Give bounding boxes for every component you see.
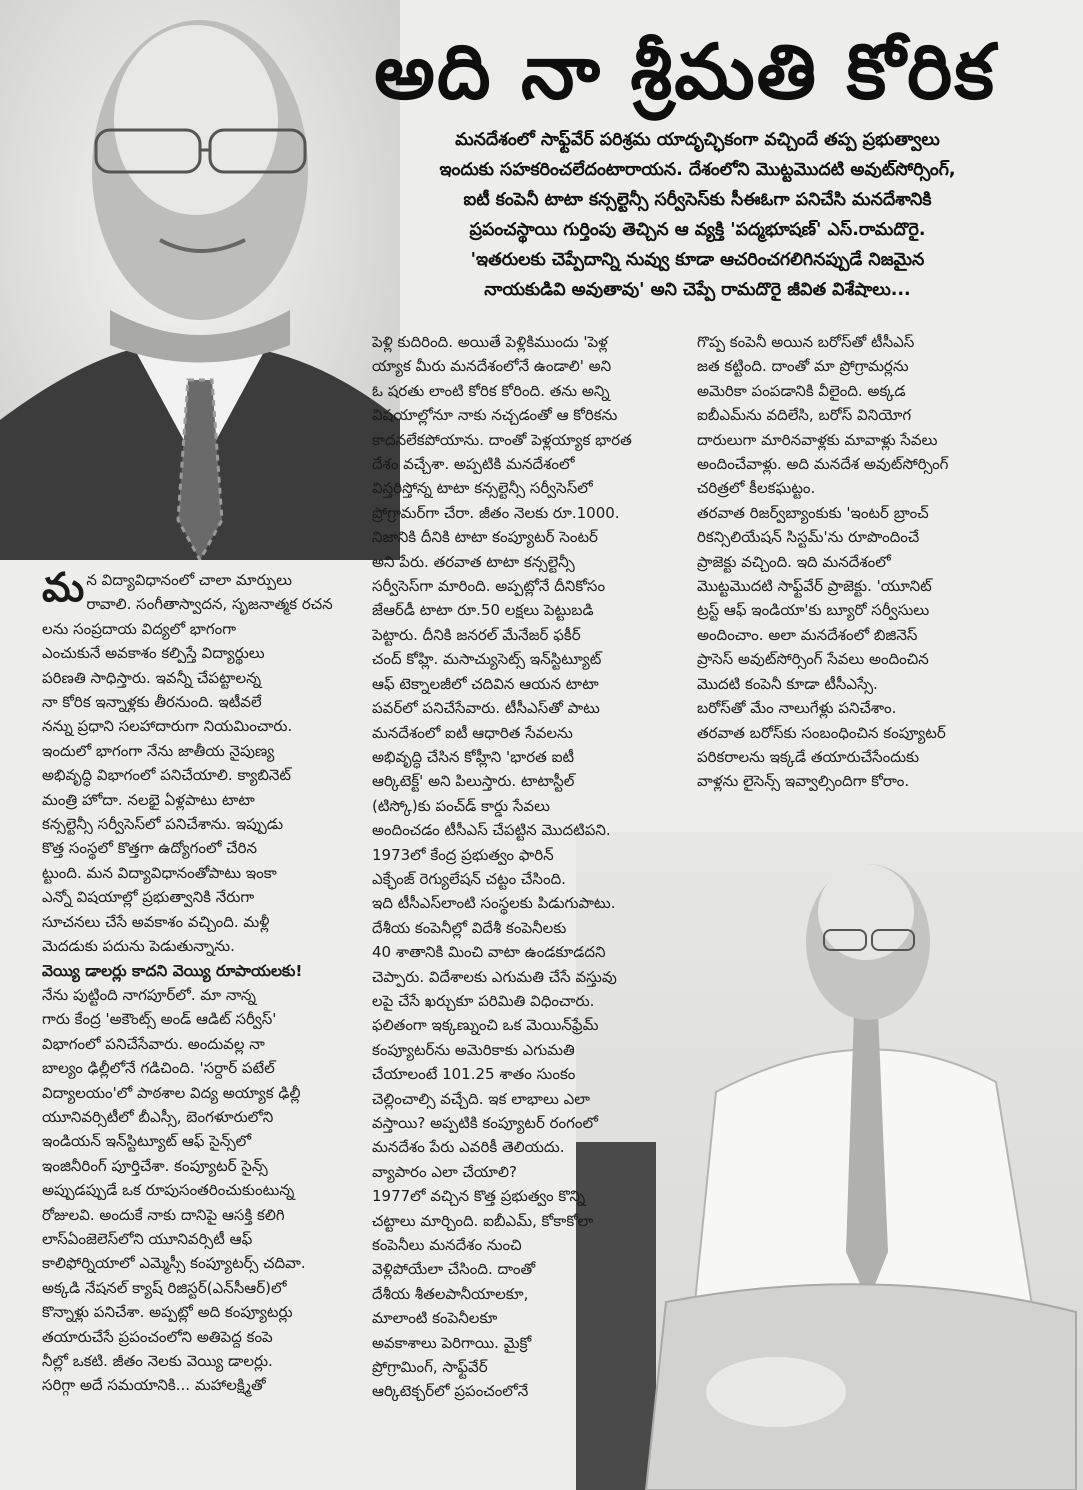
body-line: అందించడం టీసీఎస్ చేపట్టిన మొదటిపని.: [372, 821, 611, 840]
body-line: విస్తరిస్తోన్న టాటా కన్సల్టెన్సీ సర్వీసెస్‌లో: [372, 479, 593, 498]
body-line: అభివృద్ధి విభాగంలో పనిచేయాలి. క్యాబినెట్: [42, 766, 291, 785]
body-line: ఎన్నో విషయాల్లో ప్రభుత్వానికి నేరుగా: [42, 888, 255, 907]
body-line: మొట్టమొదటి సాఫ్ట్‌వేర్ ప్రాజెక్టు. 'యూనిట్: [697, 577, 932, 596]
body-line: విషయాల్లోనూ నాకు నచ్చడంతో ఆ కోరికను: [372, 406, 618, 425]
body-line: ఎంచుకునే అవకాశం కల్పిస్తే విద్యార్థులు: [42, 644, 265, 663]
body-line: రావాలి. సంగీతాస్వాదన, సృజనాత్మక రచన: [86, 595, 333, 614]
drop-cap: మ: [42, 568, 85, 611]
body-line: విద్యాలయం'లో పాఠశాల విద్య అయ్యాక ఢిల్లీ: [42, 1083, 301, 1102]
body-line: కన్సల్టెన్సీ సర్వీసెస్‌లో పనిచేశాను. ఇప్పుడు: [42, 815, 284, 834]
body-line: పవర్‌లో పనిచేసేవారు. టీసీఎస్‌తో పాటు: [372, 699, 600, 718]
body-line: సర్వీసెస్‌గా మారింది. అప్పట్లోనే దీనికోసం: [372, 577, 606, 596]
body-line: న విద్యావిధానంలో చాలా మార్పులు: [86, 571, 292, 589]
body-line: ఆర్కిటెక్చర్‌లో ప్రపంచంలోనే: [372, 1382, 529, 1401]
body-line: దేశీయ కంపెనీల్లో విదేశీ కంపెనీలకు: [372, 918, 567, 937]
body-line: ట్రస్ట్ ఆఫ్ ఇండియా'కు బ్యూరో సర్వీసులు: [697, 601, 930, 620]
body-line: రోజులవి. అందుకే నాకు దానిపై ఆసక్తి కలిగి: [42, 1205, 285, 1224]
body-line: విభాగంలో పనిచేసేవారు. అందువల్ల నా: [42, 1034, 265, 1053]
body-line: ఆఫ్ టెక్నాలజీలో చదివిన ఆయన టాటా: [372, 674, 599, 693]
body-line: ఆర్కిటెక్ట్' అని పిలుస్తారు. టాటాస్టీల్: [372, 772, 575, 791]
intro-line: 'ఇతరులకు చెప్పేదాన్ని నువ్వు కూడా ఆచరించగలిగినప్పుడే నిజమైన: [470, 250, 925, 270]
body-line: చరిత్రలో కీలకఘట్టం.: [697, 479, 816, 498]
body-line: అవకాశాలు పెరిగాయి. మైక్రో: [372, 1333, 532, 1352]
body-line: నన్ను ప్రధాని సలహాదారుగా నియమించారు.: [42, 717, 293, 736]
body-line: అని పేరు. తరవాత టాటా కన్సల్టెన్సీ: [372, 552, 575, 571]
body-line: వ్యాపారం ఎలా చేయాలి?: [372, 1162, 517, 1181]
intro-line: మనదేశంలో సాఫ్ట్‌వేర్ పరిశ్రమ యాదృచ్ఛికంగా వచ్చిందే తప్ప ప్రభుత్వాలు: [455, 130, 940, 150]
body-line: ఇండియన్ ఇన్‌స్టిట్యూట్ ఆఫ్ సైన్స్‌లో: [42, 1132, 252, 1151]
body-line: మెదడుకు పదును పెడుతున్నాను.: [42, 937, 235, 956]
body-line: కంపెనీలు మనదేశం నుంచి: [372, 1236, 522, 1255]
body-line: పెళ్లి కుదిరింది. అయితే పెళ్లికిముందు 'పెళ్ల: [372, 333, 608, 351]
body-line: పరిణతి సాధిస్తారు. ఇవన్నీ చేపట్టాలన్న: [42, 668, 262, 687]
body-line: చట్టాలు మార్చింది. ఐబీఎమ్, కోకాకోలా: [372, 1211, 594, 1230]
body-line: అక్కడి నేషనల్ క్యాష్ రిజిస్టర్(ఎన్‌సీఆర్)లో: [42, 1278, 287, 1297]
body-line: కాలిఫోర్నియాలో ఎమ్మెస్సీ కంప్యూటర్స్ చదివా.: [42, 1254, 306, 1273]
body-line: ఓ షరతు లాంటి కోరిక కోరింది. తను అన్ని: [372, 381, 610, 400]
body-line: నీల్లో ఒకటి. జీతం నెలకు వెయ్యి డాలర్లు.: [42, 1352, 273, 1370]
article-title: అది నా శ్రీమతి కోరిక: [374, 27, 996, 116]
body-line: సరిగ్గా అదే సమయానికి... మహాలక్ష్మితో: [42, 1376, 266, 1395]
body-line: కంప్యూటర్‌ను అమెరికాకు ఎగుమతి: [372, 1040, 575, 1059]
body-line: దేశీయ శీతలపానీయాలకూ,: [372, 1284, 529, 1303]
column-left-body-2: [42, 983, 372, 1398]
body-line: ప్రాజెక్టు వచ్చింది. ఇది మనదేశంలో: [697, 552, 891, 571]
body-line: ప్రాసెస్ అవుట్‌సోర్సింగ్ సేవలు అందించిన: [697, 650, 929, 669]
column-middle: [372, 330, 672, 1404]
body-line: లను సంప్రదాయ విద్యలో భాగంగా: [42, 619, 237, 638]
body-line: చంద్ కోహ్లి. మసాచ్యుసెట్స్ ఇన్‌స్టిట్యూట్: [372, 650, 602, 669]
body-line: నా కోరిక ఇన్నాళ్లకు తీరనుంది. ఇటీవలే: [42, 693, 262, 712]
body-line: ఇది టీసీఎస్‌లాంటి సంస్థలకు పిడుగుపాటు.: [372, 894, 616, 913]
body-line: గారు కేంద్ర 'అకౌంట్స్ అండ్ ఆడిట్ సర్వీస్': [42, 1010, 277, 1029]
body-line: సూచనలు చేసే అవకాశం వచ్చింది. మళ్లీ: [42, 912, 270, 931]
body-line: య్యాక మీరు మనదేశంలోనే ఉండాలి' అని: [372, 357, 612, 376]
body-line: తయారుచేసే ప్రపంచంలోని అతిపెద్ద కంపె: [42, 1327, 273, 1346]
body-line: మాలాంటి కంపెనీలకూ: [372, 1309, 498, 1328]
body-line: ట్టుంది. మన విద్యావిధానంతోపాటు ఇంకా: [42, 863, 277, 882]
intro-line: ప్రపంచస్థాయి గుర్తింపు తెచ్చిన ఆ వ్యక్తి 'పద్మభూషణ్' ఎస్.రామదొరై.: [469, 220, 926, 240]
body-line: ఐబీఎమ్‌ను వదిలేసి, బరోస్ వినియోగ: [697, 406, 912, 425]
intro-line: నాయకుడివి అవుతావు' అని చెప్పే రామదొరై జీవిత విశేషాలు...: [484, 280, 911, 300]
body-line: కాదనలేకపోయాను. దాంతో పెళ్లయ్యాక భారత: [372, 430, 632, 449]
body-line: యూనివర్సిటీలో బీఎస్సీ, బెంగళూరులోని: [42, 1107, 274, 1126]
body-line: 40 శాతానికి మించి వాటా ఉండకూడదని: [372, 943, 606, 962]
intro-line: ఇందుకు సహకరించలేదంటారాయన. దేశంలోని మొట్టమొదటి అవుట్‌సోర్సింగ్,: [439, 160, 956, 180]
column-right: [697, 330, 987, 794]
body-line: ఫలితంగా ఇక్కణ్నుంచి ఒక మెయిన్‌ఫ్రేమ్: [372, 1016, 599, 1035]
article-intro: [330, 125, 1065, 305]
body-line: బాల్యం ఢిల్లీలోనే గడిచింది. 'సర్దార్ పటేల్: [42, 1059, 275, 1078]
body-line: తరవాత బరోస్‌కు సంబంధించిన కంప్యూటర్: [697, 723, 946, 742]
body-line: కొన్నాళ్లు పనిచేశా. అప్పట్లో అది కంప్యూటర్లు: [42, 1303, 293, 1322]
column-left-body: [42, 617, 372, 959]
body-line: ఎక్ఛేంజ్ రెగ్యులేషన్ చట్టం చేసింది.: [372, 869, 566, 888]
body-line: ప్రోగ్రామింగ్, సాఫ్ట్‌వేర్: [372, 1358, 488, 1377]
body-line: చేయాలంటే 101.25 శాతం సుంకం: [372, 1065, 576, 1084]
body-line: ప్రోగ్రామర్‌గా చేరా. జీతం నెలకు రూ.1000.: [372, 503, 620, 522]
body-line: మనదేశంలో ఐటీ ఆధారిత సేవలను: [372, 723, 573, 742]
body-line: దేశం వచ్చేశా. అప్పటికి మనదేశంలో: [372, 455, 575, 474]
body-line: రికన్సిలియేషన్ సిస్టమ్'ను రూపొందించే: [697, 528, 920, 547]
body-line: వస్తాయి? అప్పటికి కంప్యూటర్ రంగంలో: [372, 1114, 598, 1132]
body-line: తరవాత రిజర్వ్‌బ్యాంకుకు 'ఇంటర్ బ్రాంచ్: [697, 503, 929, 522]
body-line: పరికరాలను ఇక్కడే తయారుచేసేందుకు: [697, 747, 920, 766]
intro-line: ఐటీ కంపెనీ టాటా కన్సల్టెన్సీ సర్వీసెస్‌కు సీఈఓగా పనిచేసి మనదేశానికి: [463, 190, 932, 210]
body-line: జత కట్టింది. దాంతో మా ప్రోగ్రామర్లను: [697, 357, 909, 376]
body-line: నిజానికి దీనికి టాటా కంప్యూటర్ సెంటర్: [372, 528, 598, 547]
column-left: [42, 568, 372, 1398]
body-line: అప్పుడప్పుడే ఒక రూపుసంతరించుకుంటున్న: [42, 1181, 295, 1200]
body-line: బరోస్‌తో మేం నాలుగేళ్లు పనిచేశాం.: [697, 699, 897, 718]
body-line: కొత్త సంస్థలో కొత్తగా ఉద్యోగంలో చేరిన: [42, 839, 258, 858]
body-line: అమెరికా పంపడానికి వీలైంది. అక్కడ: [697, 381, 906, 400]
body-line: ఇందులో భాగంగా నేను జాతీయ నైపుణ్య: [42, 741, 275, 760]
body-line: చెప్పారు. విదేశాలకు ఎగుమతి చేసే వస్తువు: [372, 967, 617, 986]
body-line: మొదటి కంపెనీ కూడా టీసీఎస్సే.: [697, 674, 878, 693]
body-line: దారులుగా మారినవాళ్లకు మావాళ్లు సేవలు: [697, 430, 938, 449]
body-line: నేను పుట్టింది నాగపూర్‌లో. మా నాన్న: [42, 985, 256, 1004]
body-line: 1977లో వచ్చిన కొత్త ప్రభుత్వం కొన్ని: [372, 1187, 586, 1206]
body-line: మంత్రి హోదా. నలభై ఏళ్లపాటు టాటా: [42, 790, 255, 809]
body-line: లపై చేసే ఖర్చుకూ పరిమితి విధించారు.: [372, 991, 595, 1010]
body-line: 1973లో కేంద్ర ప్రభుత్వం ఫారిన్: [372, 845, 554, 864]
body-line: లాస్‌ఏంజెలెస్‌లోని యూనివర్సిటీ ఆఫ్: [42, 1229, 253, 1248]
body-line: అభివృద్ధి చేసిన కోహ్లీని 'భారత ఐటీ: [372, 747, 575, 766]
body-line: అందించేవాళ్లు. అది మనదేశ అవుట్‌సోర్సింగ్: [697, 455, 949, 474]
body-line: జేఆర్‌డీ టాటా రూ.50 లక్షలు పెట్టుబడి: [372, 601, 594, 620]
body-line: చెల్లించాల్సి వచ్చేది. ఇక లాభాలు ఎలా: [372, 1089, 590, 1108]
body-line: (టిస్కో)కు పంచ్‌డ్ కార్డు సేవలు: [372, 796, 550, 815]
body-line: పెట్టారు. దీనికి జనరల్ మేనేజర్ ఫకీర్: [372, 625, 581, 644]
body-line: గొప్ప కంపెనీ అయిన బరోస్‌తో టీసీఎస్: [697, 333, 915, 351]
section-subheading: వెయ్యి డాలర్లు కాదని వెయ్యి రూపాయలకు!: [42, 961, 303, 980]
body-line: మనదేశం పేరు ఎవరికీ తెలియదు.: [372, 1138, 565, 1157]
body-line: వాళ్లను లైసెన్స్ ఇవ్వాల్సిందిగా కోరాం.: [697, 772, 910, 791]
body-line: అందించాం. అలా మనదేశంలో బిజినెస్: [697, 625, 918, 644]
body-line: ఇంజినీరింగ్ పూర్తిచేశా. కంప్యూటర్ సైన్స్: [42, 1156, 268, 1175]
body-line: వెళ్లిపోయేలా చేసింది. దాంతో: [372, 1260, 536, 1279]
